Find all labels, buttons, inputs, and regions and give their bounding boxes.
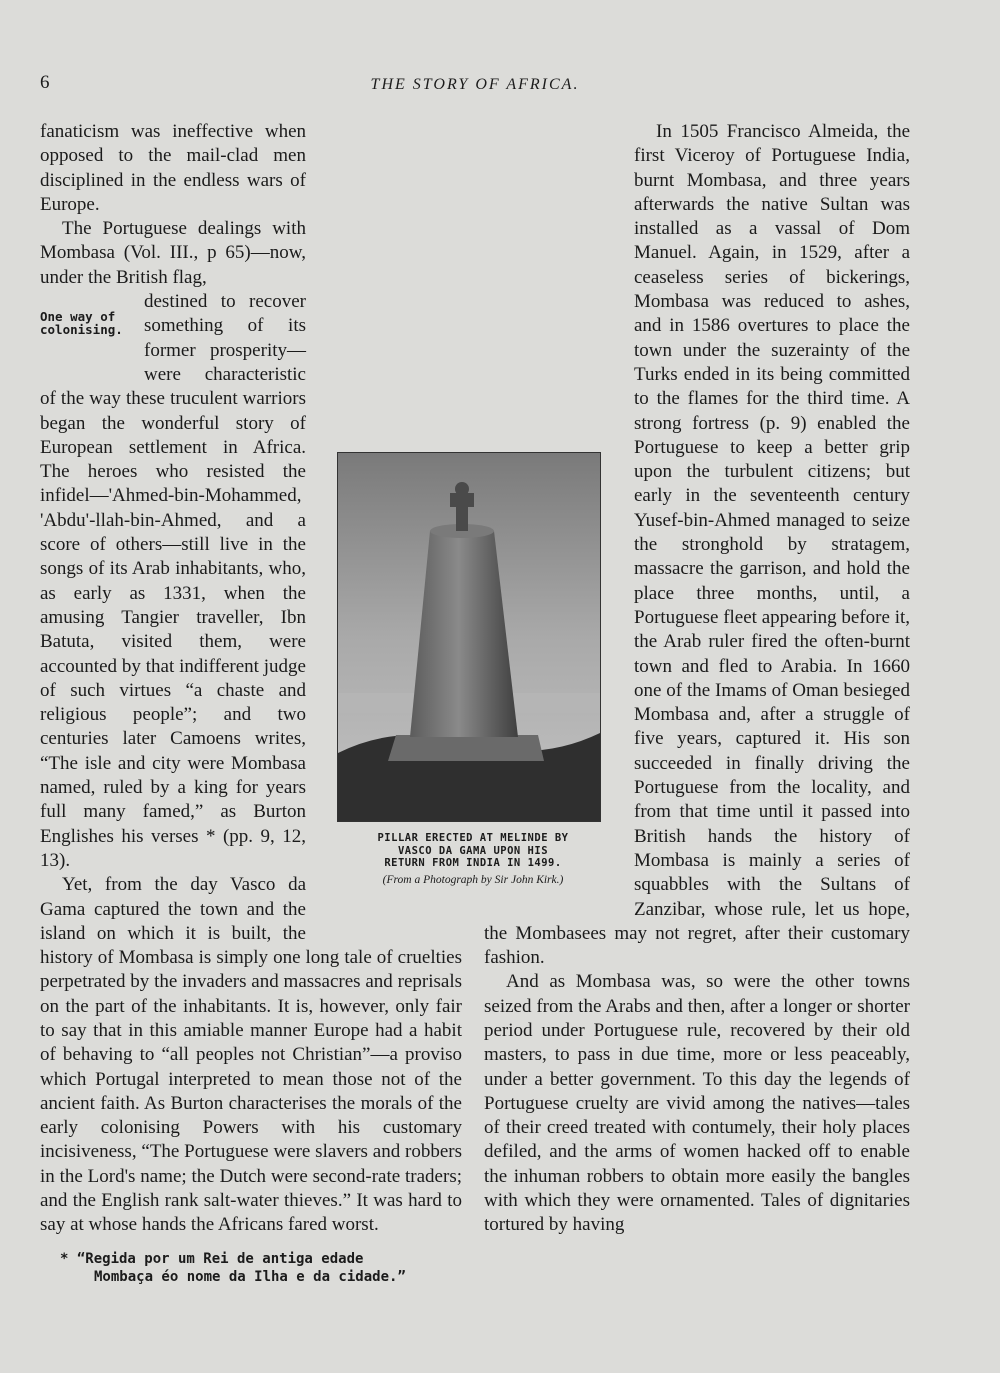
pillar-cross-top (455, 482, 469, 496)
footnote-line-2: Mombaça éo nome da Ilha e da cidade.” (94, 1269, 406, 1285)
right-paragraph-2: And as Mombasa was, so were the other towns seized from the Arabs and then, after a longer or shorter period under Portuguese rule, recovered by their old masters, to pass in due time, more or less peaceably, under a better government. To this day the legends of Portuguese cruelty are vivid among the natives—tales of their creed treated with contumely, their holy places defiled, and the arms of women hacked off to enable the inhuman robbers to obtain more easily the bangles with which they were ornamented. Tales of dignitaries tortured by having (484, 971, 910, 1236)
figure-credit: (From a Photograph by Sir John Kirk.) (382, 873, 564, 886)
caption-line-1: PILLAR ERECTED AT MELINDE BY (377, 832, 569, 844)
left-paragraph-3: Yet, from the day Vasco da Gama captured the town and the island on which it is built, the history of Mombasa is simply one long tale of cruelties perpetrated by the invaders and massacres and reprisals on the part of the inhabitants. It is, however, only fair to say that in this amiable manner Europe had a habit of behaving to “all peoples not Christian”—a proviso which Portugal interpreted to mean those not of the ancient faith. As Burton characterises the morals of the early colonising Powers with his customary incisiveness, “The Portuguese were slavers and robbers in the Lord's name; the Dutch were second-rate traders; and the English rank salt-water thieves.” It was hard to say at whose hands the Africans fared worst. (40, 874, 462, 1236)
right-paragraph-1: In 1505 Francisco Almeida, the first Viceroy of Portuguese India, burnt Mombasa, and three years afterwards the native Sultan was installed as a vassal of Dom Manuel. Again, in 1529, after a ceaseless series of bickerings, Mombasa was reduced to ashes, and in 1586 overtures to place the town under the suzerainty of the Turks ended in its being committed to the flames for the third time. A strong fortress (p. 9) enabled the Portuguese to keep a better grip upon the turbulent citizens; but early in the seventeenth century Yusef-bin-Ahmed managed to seize the stronghold by stratagem, massacre the garrison, and hold the place three months, until, a Portuguese fleet appearing before it, the Arab ruler fired the often-burnt town and fled to Arabia. In 1660 one of the Imams of Oman besieged Mombasa and, after a struggle of five years, captured it. His son succeeded in finally driving the Portuguese from the locality, and from that time until it passed into British hands the history of Mombasa is mainly a series of squabbles with the Sultans of Zanzibar, whose rule, let us hope, the Mombasees may not regret, after their customary fashion. (484, 121, 910, 969)
side-note (40, 310, 123, 336)
footnote (60, 1250, 460, 1286)
side-note-line-1: One way of (40, 309, 116, 325)
caption-line-2: VASCO DA GAMA UPON HIS (397, 844, 549, 857)
running-title: THE STORY OF AFRICA. (370, 76, 580, 93)
caption-line-3: RETURN FROM INDIA IN 1499. (384, 857, 562, 869)
sidenote-notch (40, 290, 144, 365)
side-note-line-2: colonising. (40, 322, 123, 338)
page-number: 6 (40, 72, 50, 93)
left-paragraph-2b: destined to recover something of its former prosperity—were characteristic of the way these truculent warriors began the wonderful story of European settlement in Africa. The heroes who resisted the infidel—'Ahmed-bin-Mohammed, 'Abdu'-llah-bin-Ahmed, and a score of others—still live in the songs of its Arab inhabitants, who, as early as 1331, when the amusing Tangier traveller, Ibn Batuta, visited them, were accounted by that indifferent judge of such virtues “a chaste and religious people”; and two centuries later Camoens writes, “The isle and city were Mombasa named, ruled by a king for years full many famed,” as Burton Englishes his verses * (pp. 9, 12, 13). (40, 291, 306, 871)
left-paragraph-2a: The Portuguese dealings with Mombasa (Vol. III., p 65)—now, under the British flag, (40, 218, 306, 288)
pillar-photograph (337, 452, 601, 822)
figure-pillar (337, 452, 609, 886)
pillar-base (388, 735, 544, 761)
footnote-line-1: * “Regida por um Rei de antiga edade (60, 1251, 364, 1267)
page-header (40, 72, 910, 102)
figure-caption (337, 832, 609, 870)
left-paragraph-1: fanaticism was ineffective when opposed to the mail-clad men disciplined in the endless wars of Europe. (40, 121, 306, 215)
